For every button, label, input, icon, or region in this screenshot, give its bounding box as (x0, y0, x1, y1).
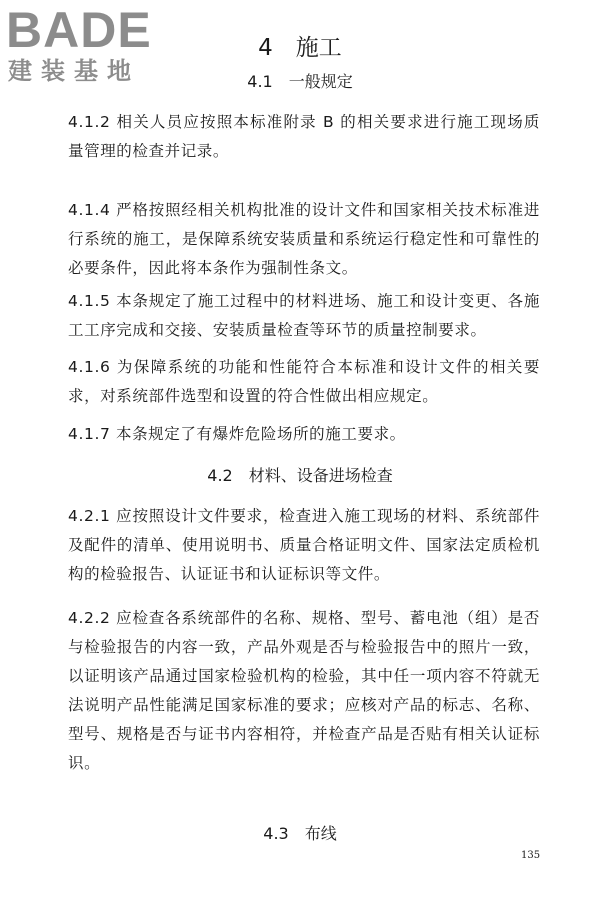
clause-4-1-6: 4.1.6 为保障系统的功能和性能符合本标准和设计文件的相关要求，对系统部件选型和设置的符合性做出相应规定。 (68, 358, 540, 405)
clause-4-2-2: 4.2.2 应检查各系统部件的名称、规格、型号、蓄电池（组）是否与检验报告的内容一致，产品外观是否与检验报告中的照片一致，以证明该产品通过国家检验机构的检验，其中任一项内容不符就无法说明产品性能满足国家标准的要求；应核对产品的标志、名称、型号、规格是否与证书内容相符，并检查产品是否贴有相关认证标识。 (68, 609, 540, 772)
clause-4-2-1: 4.2.1 应按照设计文件要求，检查进入施工现场的材料、系统部件及配件的清单、使用说明书、质量合格证明文件、国家法定质检机构的检验报告、认证证书和认证标识等文件。 (68, 507, 540, 583)
section-heading-4-1: 4.1 一般规定 (247, 72, 353, 91)
logo-wordmark: BADE (6, 2, 152, 58)
clause-4-1-2: 4.1.2 相关人员应按照本标准附录 B 的相关要求进行施工现场质量管理的检查并记录。 (68, 113, 540, 160)
chapter-title: 4 施工 (258, 35, 342, 61)
logo-subtitle: 建装基地 (8, 57, 140, 85)
section-heading-4-2: 4.2 材料、设备进场检查 (207, 466, 393, 485)
section-heading-4-3: 4.3 布线 (263, 824, 337, 843)
clause-4-1-5: 4.1.5 本条规定了施工过程中的材料进场、施工和设计变更、各施工工序完成和交接、安装质量检查等环节的质量控制要求。 (68, 292, 540, 339)
page-number: 135 (521, 850, 541, 861)
clause-4-1-4: 4.1.4 严格按照经相关机构批准的设计文件和国家相关技术标准进行系统的施工，是保障系统安装质量和系统运行稳定性和可靠性的必要条件，因此将本条作为强制性条文。 (68, 201, 540, 277)
clause-4-1-7: 4.1.7 本条规定了有爆炸危险场所的施工要求。 (68, 425, 406, 443)
